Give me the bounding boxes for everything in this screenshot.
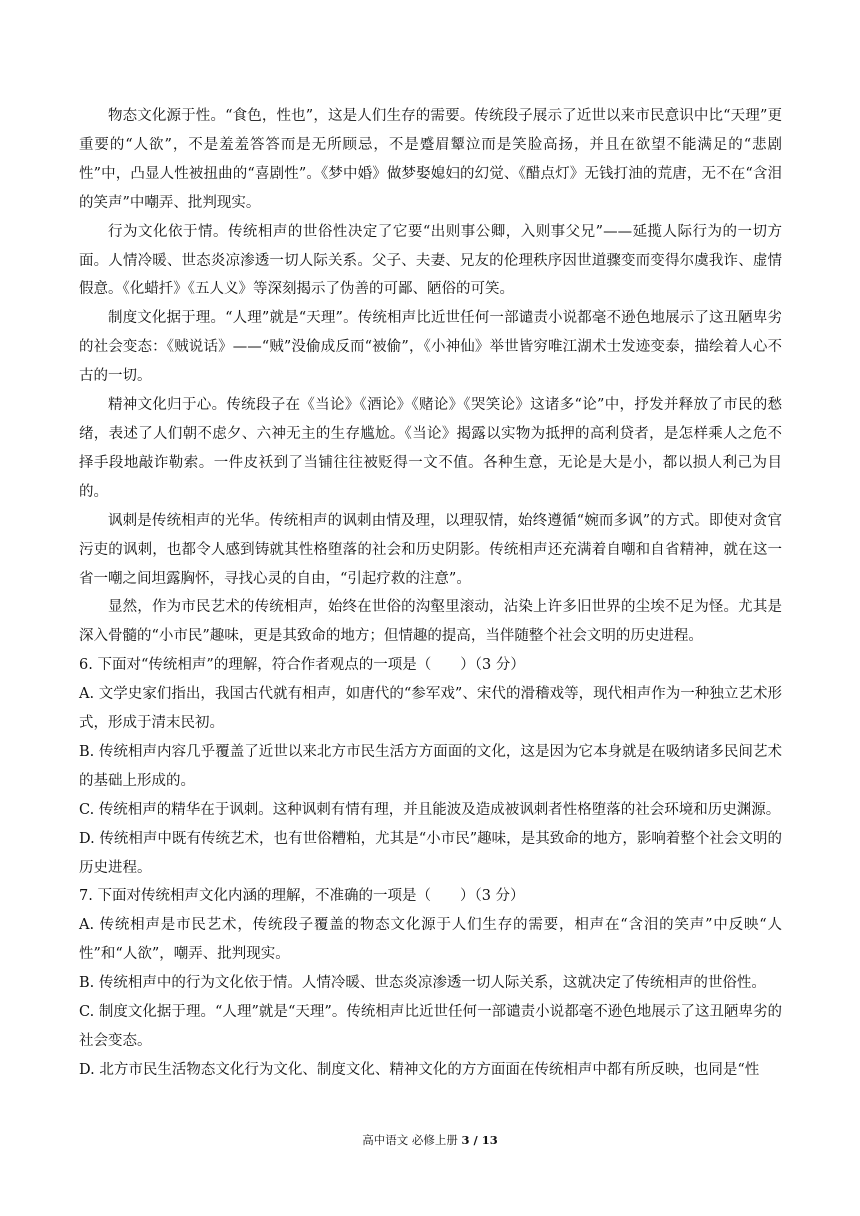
- question-7: [79, 882, 782, 1084]
- footer-page-number: 3 / 13: [461, 1133, 498, 1147]
- option-d: D. 北方市民生活物态文化行为文化、制度文化、精神文化的方方面面在传统相声中都有所反映，也同是“性: [79, 1061, 760, 1078]
- question-stem: 6. 下面对“传统相声”的理解，符合作者观点的一项是（ ）（3 分）: [79, 657, 525, 674]
- option-a: A. 传统相声是市民艺术，传统段子覆盖的物态文化源于人们生存的需要，相声在“含泪的笑声”中反映“人性”和“人欲”，嘲弄、批判现实。: [79, 917, 782, 963]
- passage: [79, 102, 782, 651]
- page-footer: [0, 1132, 860, 1148]
- passage-paragraph-conclusion: 显然，作为市民艺术的传统相声，始终在世俗的沟壑里滚动，沾染上许多旧世界的尘埃不足为怪。尤其是深入骨髓的“小市民”趣味，更是其致命的地方；但情趣的提高，当伴随整个社会文明的历史进程。: [79, 599, 782, 645]
- option-c: C. 传统相声的精华在于讽刺。这种讽刺有情有理，并且能波及造成被讽刺者性格堕落的社会环境和历史渊源。: [79, 801, 781, 818]
- option-b: B. 传统相声内容几乎覆盖了近世以来北方市民生活方方面面的文化，这是因为它本身就是在吸纳诸多民间艺术的基础上形成的。: [79, 743, 782, 789]
- passage-paragraph-institutional-culture: 制度文化据于理。“人理”就是“天理”。传统相声比近世任何一部谴责小说都毫不逊色地展示了这丑陋卑劣的社会变态：《贼说话》——“贼”没偷成反而“被偷”，《小神仙》举世皆穷唯江湖术士发迹变泰，描绘着人心不古的一切。: [79, 310, 782, 385]
- page-content: [79, 102, 782, 1085]
- passage-paragraph-spiritual-culture: 精神文化归于心。传统段子在《当论》《酒论》《赌论》《哭笑论》这诸多“论”中，抒发并释放了市民的愁绪，表述了人们朝不虑夕、六神无主的生存尴尬。《当论》揭露以实物为抵押的高利贷者，是怎样乘人之危不择手段地敲诈勒索。一件皮袄到了当铺往往被贬得一文不值。各种生意，无论是大是小，都以损人利己为目的。: [79, 397, 782, 500]
- question-6: [79, 651, 782, 882]
- option-a: A. 文学史家们指出，我国古代就有相声，如唐代的“参军戏”、宋代的滑稽戏等，现代相声作为一种独立艺术形式，形成于清末民初。: [79, 686, 782, 732]
- option-b: B. 传统相声中的行为文化依于情。人情冷暖、世态炎凉渗透一切人际关系，这就决定了传统相声的世俗性。: [79, 975, 766, 992]
- option-d: D. 传统相声中既有传统艺术，也有世俗糟粕，尤其是“小市民”趣味，是其致命的地方，影响着整个社会文明的历史进程。: [79, 830, 782, 876]
- question-stem: 7. 下面对传统相声文化内涵的理解，不准确的一项是（ ）（3 分）: [79, 888, 525, 905]
- passage-paragraph-satire: 讽刺是传统相声的光华。传统相声的讽刺由情及理，以理驭情，始终遵循“婉而多讽”的方式。即使对贪官污吏的讽刺，也都令人感到铸就其性格堕落的社会和历史阴影。传统相声还充满着自嘲和自省精神，就在这一省一嘲之间坦露胸怀，寻找心灵的自由，“引起疗救的注意”。: [79, 512, 782, 587]
- passage-paragraph-material-culture: 物态文化源于性。“食色，性也”，这是人们生存的需要。传统段子展示了近世以来市民意识中比“天理”更重要的“人欲”，不是羞羞答答而是无所顾忌，不是蹙眉颦泣而是笑脸高扬，并且在欲望不能满足的“悲剧性”中，凸显人性被扭曲的“喜剧性”。《梦中婚》做梦娶媳妇的幻觉、《醋点灯》无钱打油的荒唐，无不在“含泪的笑声”中嘲弄、批判现实。: [79, 108, 782, 211]
- option-c: C. 制度文化据于理。“人理”就是“天理”。传统相声比近世任何一部谴责小说都毫不逊色地展示了这丑陋卑劣的社会变态。: [79, 1004, 782, 1049]
- footer-subject: 高中语文 必修上册: [362, 1133, 458, 1147]
- passage-paragraph-behavior-culture: 行为文化依于情。传统相声的世俗性决定了它要“出则事公卿，入则事父兄”——延揽人际行为的一切方面。人情冷暖、世态炎凉渗透一切人际关系。父子、夫妻、兄友的伦理秩序因世道骤变而变得尔虞我诈、虚情假意。《化蜡扦》《五人义》等深刻揭示了伪善的可鄙、陋俗的可笑。: [79, 223, 782, 298]
